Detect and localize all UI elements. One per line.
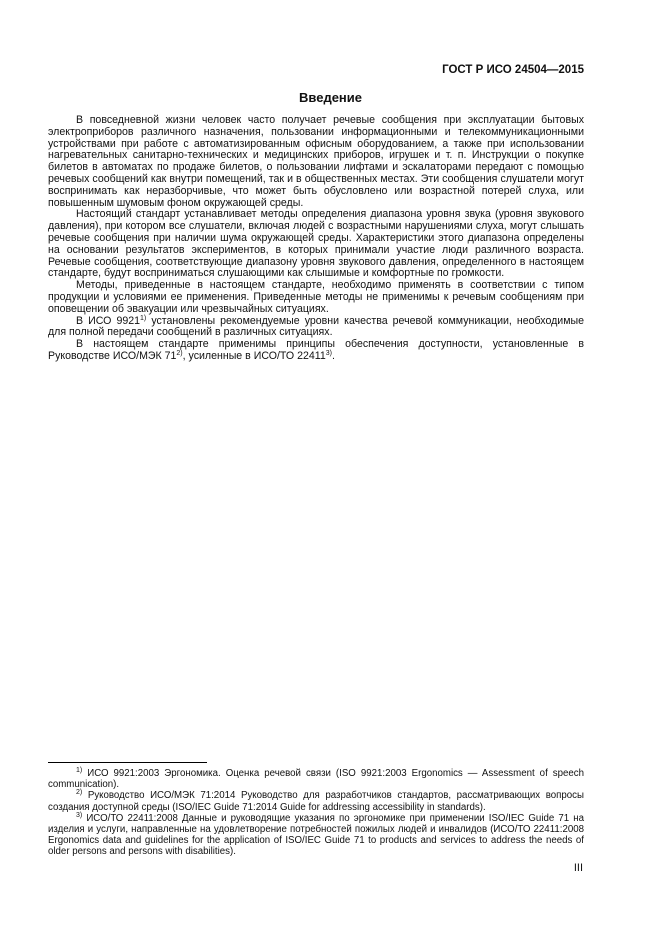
paragraph [48, 339, 584, 363]
footnote-text: ИСО/ТО 22411:2008 Данные и руководящие указания по эргономике при применении ISO/IEC Guide 71 на изделия и услуги, направленные на удовлетворение потребностей пожилых людей и инвалидов (ИСО/ТО 22411:2008 Ergonomics data and guidelines for the application of ISO/IEC Guide 71 to products and services to address the needs of older persons and persons with disabilities). [48, 812, 584, 858]
footnote-mark: 3) [76, 811, 83, 819]
footnotes [48, 768, 584, 858]
document-header: ГОСТ Р ИСО 24504—2015 [442, 64, 584, 76]
footnote [48, 790, 584, 812]
text-run: . [332, 349, 335, 362]
footnote-mark: 2) [76, 789, 83, 797]
paragraph: Настоящий стандарт устанавливает методы определения диапазона уровня звука (уровня звукового давления), при котором все слушатели, включая людей с возрастными нарушениями слуха, могут слышать речевые сообщения при наличии шума окружающей среды. Характеристики этого диапазона определены на основании результатов экспериментов, в которых принимали участие люди различного возраста. Речевые сообщения, соответствующие диапазону уровня звукового давления, определенного в настоящем стандарте, будут восприниматься слушающими как слышимые и комфортные по громкости. [48, 208, 584, 280]
footnote [48, 768, 584, 790]
text-run: В настоящем стандарте применимы принципы обеспечения доступности, установленные в Руководстве ИСО/МЭК 71 [48, 338, 584, 362]
footnote-text: ИСО 9921:2003 Эргономика. Оценка речевой связи (ISO 9921:2003 Ergonomics — Assessment of speech communication). [48, 768, 584, 791]
text-run: , усиленные в ИСО/ТО 22411 [182, 349, 326, 362]
text-run: установлены рекомендуемые уровни качества речевой коммуникации, необходимые для полной передачи сообщений в различных ситуациях. [48, 314, 584, 339]
footnote-mark: 1) [76, 767, 83, 774]
footnote-text: Руководство ИСО/МЭК 71:2014 Руководство для разработчиков стандартов, рассматривающих вопросы создания доступной среды (ISO/IEC Guide 71:2014 Guide for addressing accessibility in standards). [48, 790, 584, 813]
section-title: Введение [299, 90, 362, 105]
paragraph [48, 316, 584, 340]
page-number: III [573, 862, 583, 874]
footnote-ref: 2) [176, 349, 183, 357]
footnote-separator [48, 762, 207, 763]
footnote [48, 813, 584, 858]
footnote-ref: 1) [140, 314, 147, 322]
body-text [48, 115, 584, 363]
paragraph: Методы, приведенные в настоящем стандарте, необходимо применять в соответствии с типом продукции и условиями ее применения. Приведенные методы не применимы к речевым сообщениям при оповещении об эвакуации или чрезвычайных ситуациях. [48, 279, 584, 315]
footnote-ref: 3) [325, 349, 333, 357]
text-run: В ИСО 9921 [76, 314, 141, 327]
paragraph: В повседневной жизни человек часто получает речевые сообщения при эксплуатации бытовых электроприборов различного назначения, пользовании информационными и телекоммуникационными устройствами при работе с автоматизированным офисным оборудованием, а также при использовании нагревательных санитарно-технических и медицинских приборов, игрушек и т. п. Инструкции о покупке билетов в автоматах по продаже билетов, о пользовании лифтами и эскалаторами передают с помощью речевых сообщений как внутри помещений, так и в общественных местах. Эти сообщения слушатели могут воспринимать как неразборчивые, что может быть обусловлено или возрастной потерей слуха, или повышенным шумовым фоном окружающей среды. [48, 114, 584, 209]
